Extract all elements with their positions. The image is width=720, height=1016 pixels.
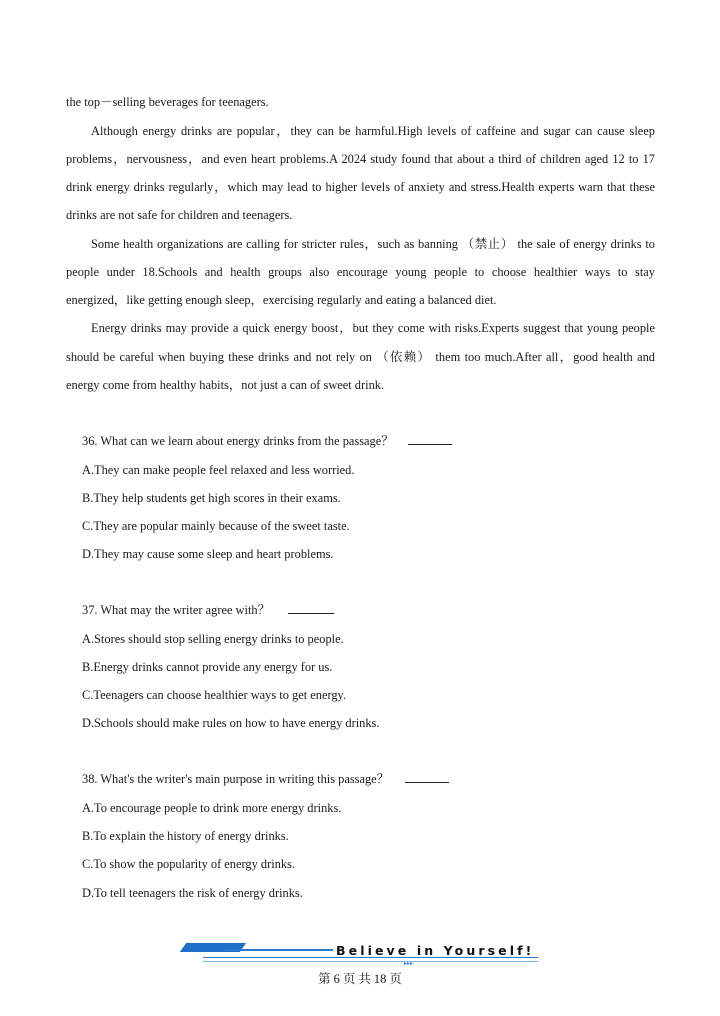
passage-line: problems，nervousness，and even heart problems.A 2024 study found that about a third of children aged 12 to 17 <box>66 152 655 166</box>
footer-rule <box>223 949 333 951</box>
answer-blank[interactable] <box>408 433 452 445</box>
option-a: A.To encourage people to drink more energy drinks. <box>82 801 342 815</box>
passage-line: Although energy drinks are popular，they can be harmful.High levels of caffeine and sugar can cause sleep <box>91 124 655 138</box>
question-stem: 37. What may the writer agree with？ <box>82 603 270 617</box>
option-a: A.They can make people feel relaxed and less worried. <box>82 463 355 477</box>
question-38 <box>82 771 449 787</box>
passage-line: should be careful when buying these drinks and not rely on （依赖） them too much.After all，good health and <box>66 350 655 364</box>
passage-line: people under 18.Schools and health groups also encourage young people to choose healthier ways to stay <box>66 265 655 279</box>
answer-blank[interactable] <box>405 771 449 783</box>
question-37 <box>82 602 334 618</box>
passage-line: the top－selling beverages for teenagers. <box>66 95 269 109</box>
question-stem: 38. What's the writer's main purpose in writing this passage？ <box>82 772 390 786</box>
footer-slogan: Believe in Yourself! <box>336 943 535 958</box>
passage-line: Some health organizations are calling for stricter rules，such as banning （禁止） the sale of energy drinks to <box>91 237 655 251</box>
option-a: A.Stores should stop selling energy drinks to people. <box>82 632 344 646</box>
option-b: B.Energy drinks cannot provide any energy for us. <box>82 660 333 674</box>
question-stem: 36. What can we learn about energy drinks from the passage？ <box>82 434 394 448</box>
page-number: 第 6 页 共 18 页 <box>318 972 402 986</box>
option-b: B.To explain the history of energy drinks. <box>82 829 289 843</box>
passage-line: drinks are not safe for children and teenagers. <box>66 208 293 222</box>
question-36 <box>82 433 452 449</box>
option-d: D.To tell teenagers the risk of energy drinks. <box>82 886 303 900</box>
footer-rule <box>203 961 538 962</box>
option-b: B.They help students get high scores in their exams. <box>82 491 341 505</box>
answer-blank[interactable] <box>288 602 334 614</box>
option-d: D.They may cause some sleep and heart problems. <box>82 547 334 561</box>
option-c: C.To show the popularity of energy drinks. <box>82 857 295 871</box>
passage-line: energized，like getting enough sleep，exercising regularly and eating a balanced diet. <box>66 293 497 307</box>
passage-line: Energy drinks may provide a quick energy boost，but they come with risks.Experts suggest that young people <box>91 321 655 335</box>
option-d: D.Schools should make rules on how to have energy drinks. <box>82 716 380 730</box>
passage-line: drink energy drinks regularly，which may lead to higher levels of anxiety and stress.Health experts warn that these <box>66 180 655 194</box>
option-c: C.They are popular mainly because of the sweet taste. <box>82 519 350 533</box>
passage-line: energy come from healthy habits，not just a can of sweet drink. <box>66 378 385 392</box>
arrows-icon: ▸▸▸ <box>404 960 414 967</box>
option-c: C.Teenagers can choose healthier ways to get energy. <box>82 688 347 702</box>
